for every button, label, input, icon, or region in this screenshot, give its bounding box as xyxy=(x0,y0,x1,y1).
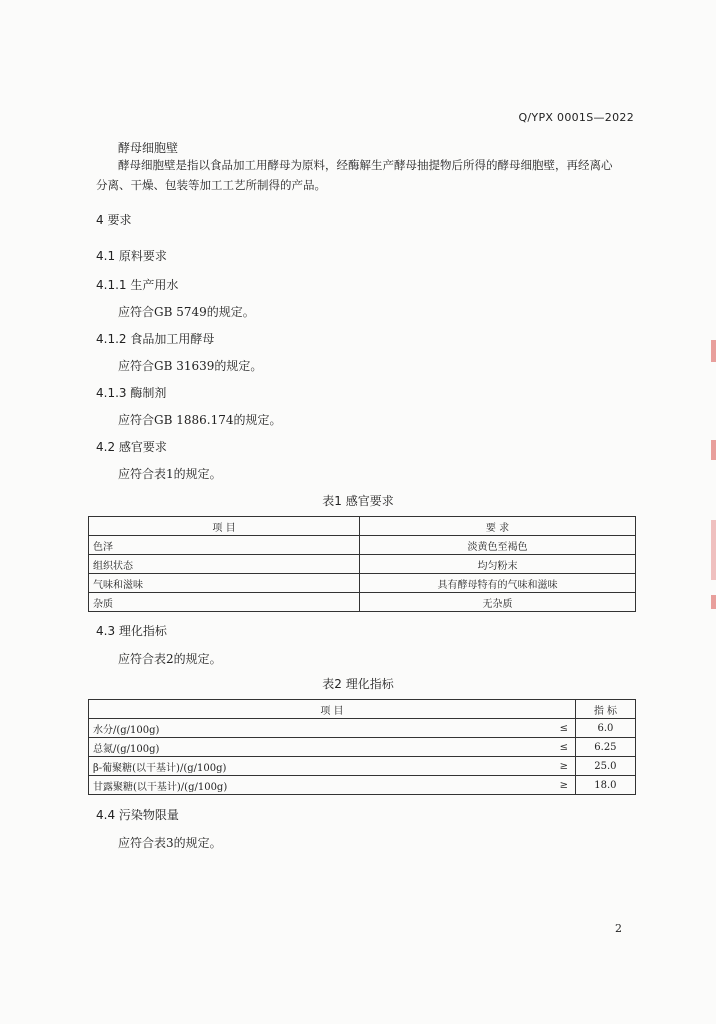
section-4-1-2-heading: 4.1.2 食品加工用酵母 xyxy=(96,332,215,346)
table-row xyxy=(89,776,636,795)
table-cell: 具有酵母特有的气味和滋味 xyxy=(360,574,636,593)
table-row xyxy=(89,719,636,738)
table-cell: 色泽 xyxy=(89,536,360,555)
table-cell: 无杂质 xyxy=(360,593,636,612)
section-4-4-text: 应符合表3的规定。 xyxy=(118,836,222,850)
table1-caption: 表1 感官要求 xyxy=(322,494,394,508)
table-cell: 气味和滋味 xyxy=(89,574,360,593)
table-cell: 6.25 xyxy=(575,738,635,757)
table-header-row xyxy=(89,517,636,536)
section-4-1-2-text: 应符合GB 31639的规定。 xyxy=(118,359,263,373)
table-header-cell: 要 求 xyxy=(360,517,636,536)
section-4-1-1-text: 应符合GB 5749的规定。 xyxy=(118,305,255,319)
section-4-3-text: 应符合表2的规定。 xyxy=(118,652,222,666)
table-cell: 6.0 xyxy=(575,719,635,738)
sensory-table xyxy=(88,516,636,612)
seal-edge-mark xyxy=(711,440,716,460)
table-cell: 水分/(g/100g) xyxy=(89,719,553,738)
section-4-4-heading: 4.4 污染物限量 xyxy=(96,808,179,822)
page-number: 2 xyxy=(615,922,622,935)
physicochemical-table xyxy=(88,699,636,795)
table-cell: 均匀粉末 xyxy=(360,555,636,574)
table-row xyxy=(89,738,636,757)
seal-edge-mark xyxy=(711,340,716,362)
table-cell-operator: ≥ xyxy=(553,776,576,795)
section-4-2-heading: 4.2 感官要求 xyxy=(96,440,167,454)
table-cell: 甘露聚糖(以干基计)/(g/100g) xyxy=(89,776,553,795)
section-4-1-heading: 4.1 原料要求 xyxy=(96,249,167,263)
table-header-cell: 项 目 xyxy=(89,517,360,536)
table-cell: 组织状态 xyxy=(89,555,360,574)
table-cell-operator: ≤ xyxy=(553,719,576,738)
section-4-1-3-heading: 4.1.3 酶制剂 xyxy=(96,386,167,400)
table-cell: 25.0 xyxy=(575,757,635,776)
table-row xyxy=(89,757,636,776)
table-cell: 18.0 xyxy=(575,776,635,795)
document-code: Q/YPX 0001S—2022 xyxy=(518,111,634,124)
section-4-1-3-text: 应符合GB 1886.174的规定。 xyxy=(118,413,282,427)
definition-text-line1: 酵母细胞壁是指以食品加工用酵母为原料，经酶解生产酵母抽提物后所得的酵母细胞壁，再经离心 xyxy=(118,158,613,172)
section-4-1-1-heading: 4.1.1 生产用水 xyxy=(96,278,179,292)
seal-edge-mark xyxy=(711,595,716,609)
table-cell-operator: ≥ xyxy=(553,757,576,776)
table-header-cell: 指 标 xyxy=(575,700,635,719)
seal-edge-mark xyxy=(711,520,716,580)
table2-caption: 表2 理化指标 xyxy=(322,677,394,691)
table-row xyxy=(89,536,636,555)
table-cell-operator: ≤ xyxy=(553,738,576,757)
table-row xyxy=(89,555,636,574)
table-header-row xyxy=(89,700,636,719)
table-cell: 杂质 xyxy=(89,593,360,612)
table-cell: 总氮/(g/100g) xyxy=(89,738,553,757)
section-4-3-heading: 4.3 理化指标 xyxy=(96,624,167,638)
section-4-2-text: 应符合表1的规定。 xyxy=(118,467,222,481)
definition-term: 酵母细胞壁 xyxy=(118,141,179,155)
table-row xyxy=(89,574,636,593)
table-header-cell: 项 目 xyxy=(89,700,576,719)
table-row xyxy=(89,593,636,612)
definition-text-line2: 分离、干燥、包装等加工工艺所制得的产品。 xyxy=(96,178,326,192)
table-cell: β-葡聚糖(以干基计)/(g/100g) xyxy=(89,757,553,776)
table-cell: 淡黄色至褐色 xyxy=(360,536,636,555)
section-4-heading: 4 要求 xyxy=(96,213,132,227)
